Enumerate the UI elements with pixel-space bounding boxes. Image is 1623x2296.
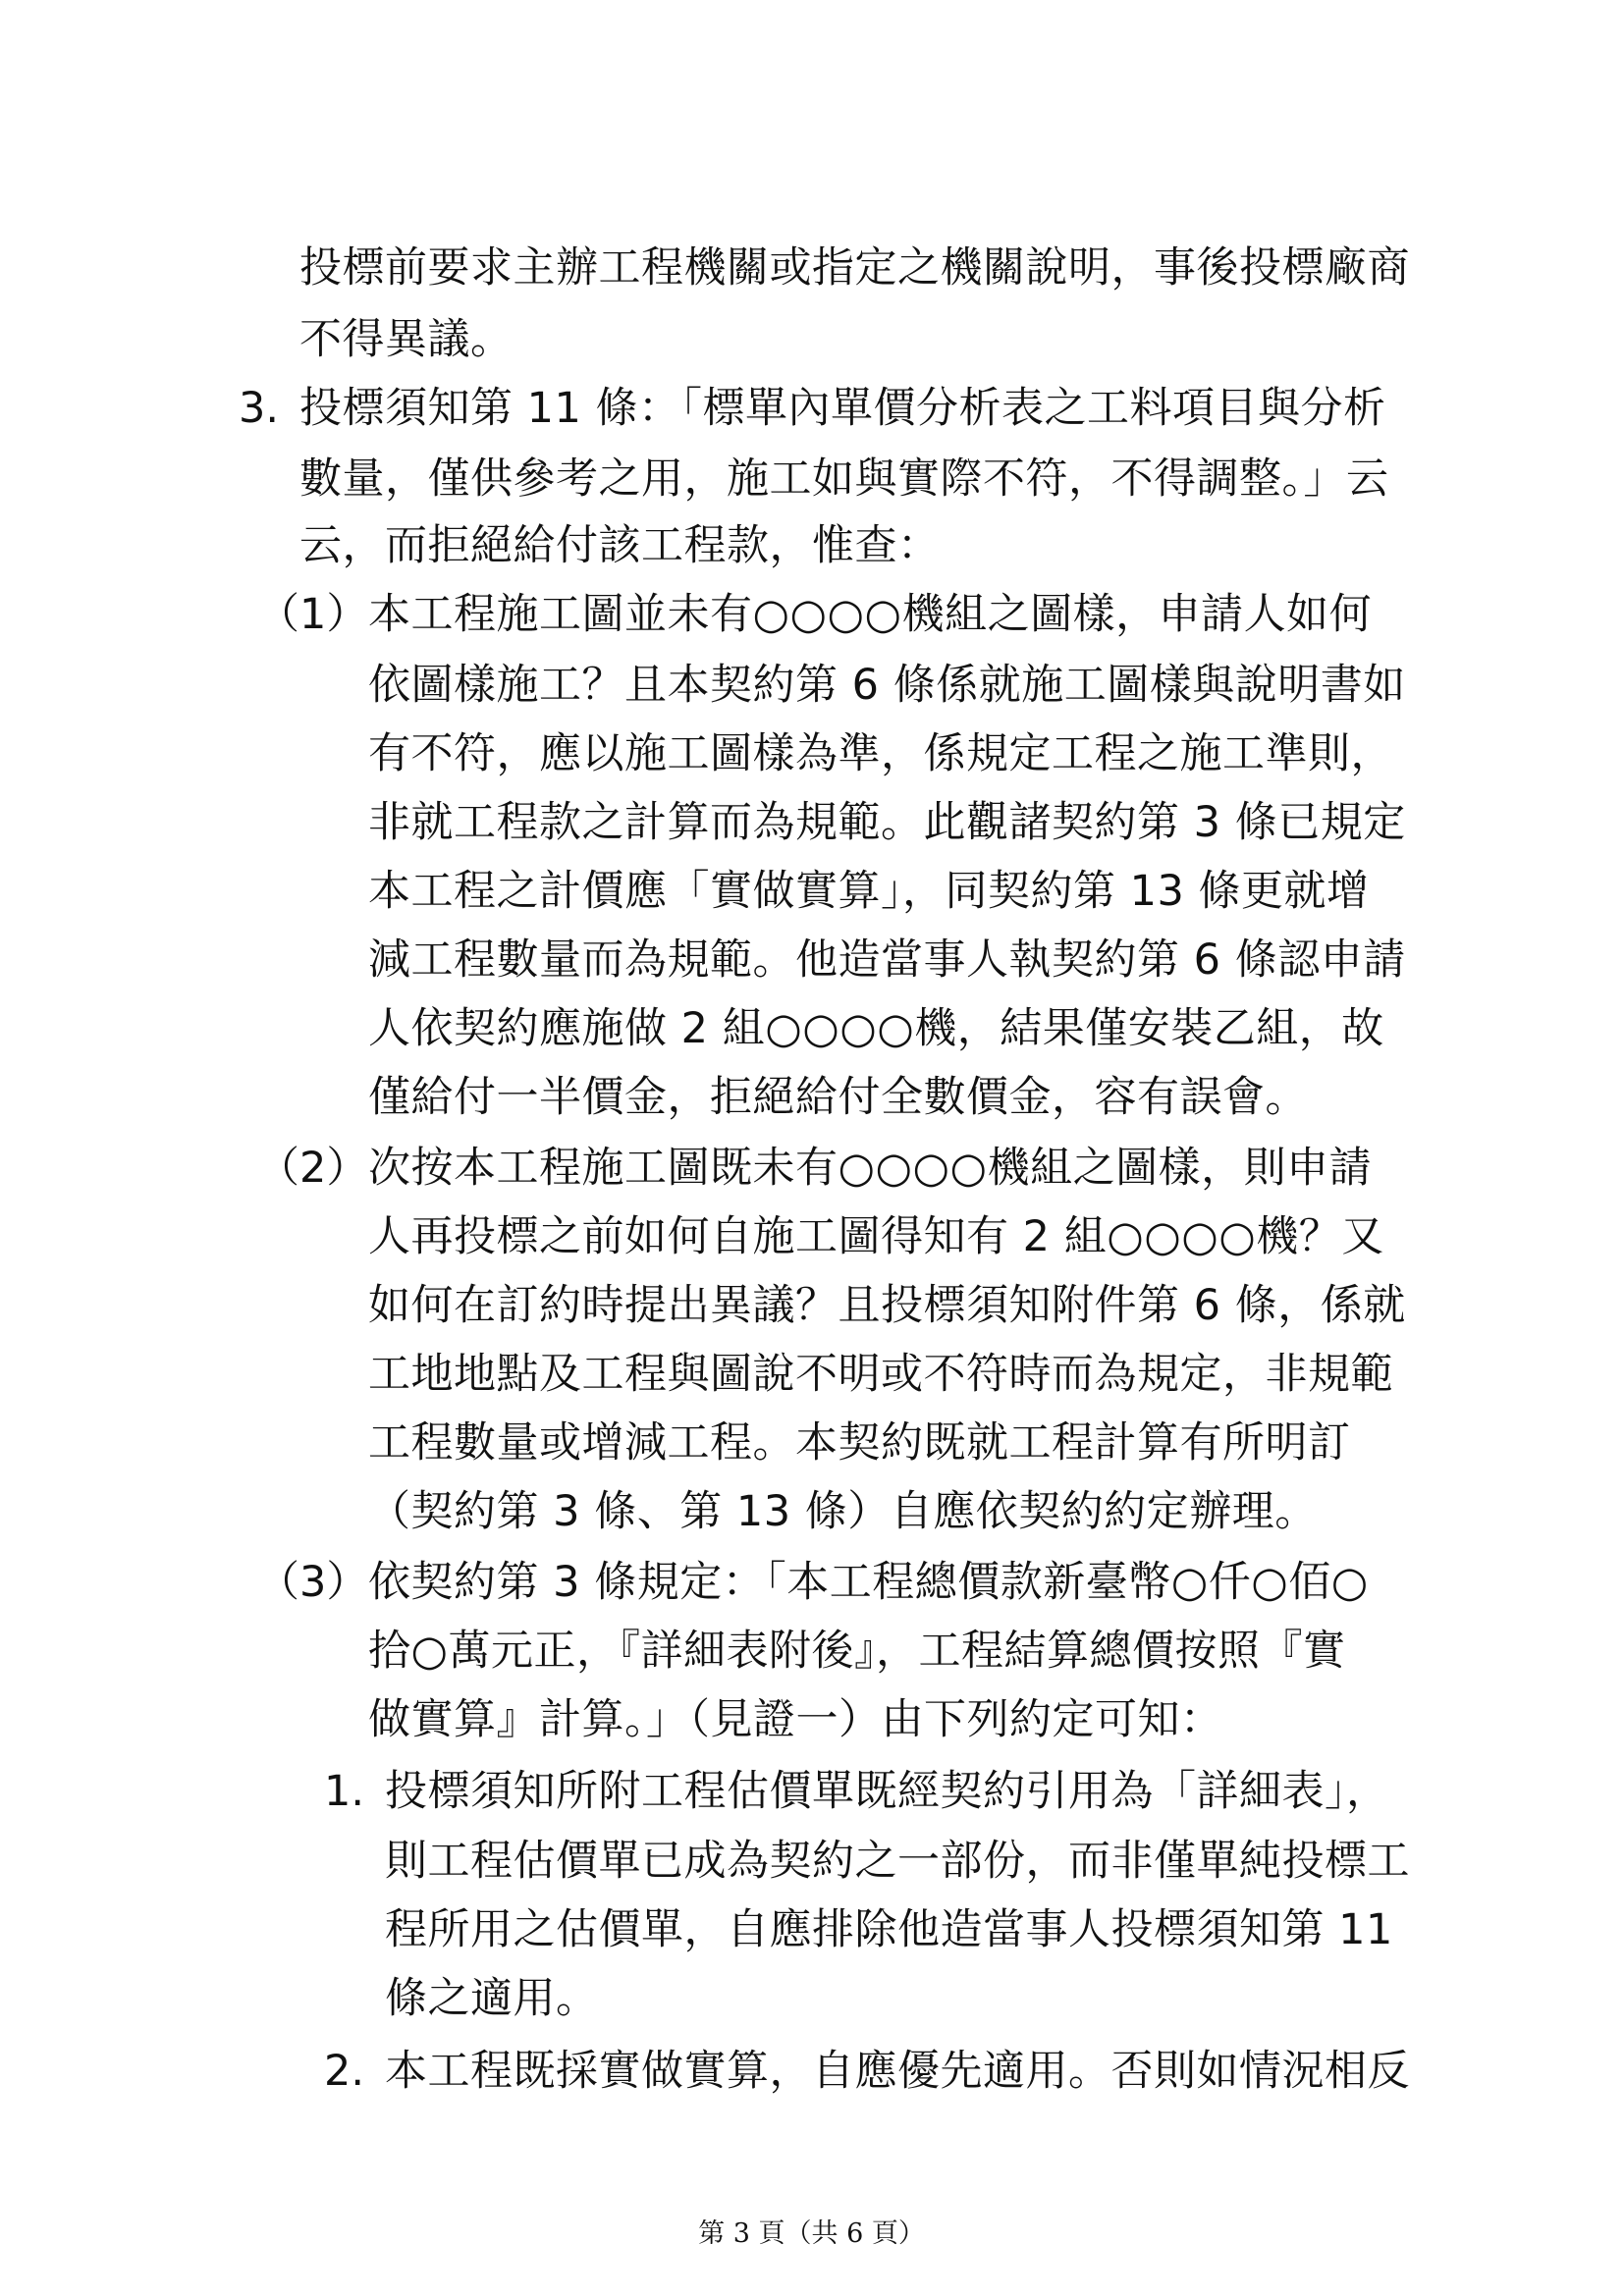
sub-item-3-line-2: 拾○萬元正，『詳細表附後』，工程結算總價按照『實 xyxy=(368,1627,1346,1676)
sub-item-2-line-4: 工地地點及工程與圖說不明或不符時而為規定，非規範 xyxy=(368,1350,1393,1399)
sub-item-2-line-3: 如何在訂約時提出異議？且投標須知附件第 6 條，係就 xyxy=(368,1281,1406,1330)
sub-item-1-line-8: 僅給付一半價金，拒絕給付全數價金，容有誤會。 xyxy=(368,1073,1308,1122)
sub-item-2-line-6: （契約第 3 條、第 13 條）自應依契約約定辦理。 xyxy=(368,1487,1318,1536)
sub-item-1-line-3: 有不符，應以施工圖樣為準，係規定工程之施工準則， xyxy=(368,729,1393,778)
page-footer: 第 3 頁（共 6 頁） xyxy=(698,2218,925,2249)
sub-item-1-line-4: 非就工程款之計算而為規範。此觀諸契約第 3 條已規定 xyxy=(368,798,1406,847)
sub-item-1-line-6: 減工程數量而為規範。他造當事人執契約第 6 條認申請 xyxy=(368,935,1406,985)
point-1-line-3: 程所用之估價單，自應排除他造當事人投標須知第 11 xyxy=(385,1905,1393,1954)
sub-item-1-line-2: 依圖樣施工？且本契約第 6 條係就施工圖樣與說明書如 xyxy=(368,661,1406,710)
sub-item-1-marker: （1） xyxy=(257,590,369,639)
point-2-marker: 2. xyxy=(324,2047,365,2096)
sub-item-3-line-1: 依契約第 3 條規定：「本工程總價款新臺幣○仟○佰○ xyxy=(368,1558,1369,1607)
item-3-marker: 3. xyxy=(239,384,280,433)
point-1-marker: 1. xyxy=(324,1767,365,1816)
sub-item-2-line-1: 次按本工程施工圖既未有○○○○機組之圖樣，則申請 xyxy=(368,1144,1373,1193)
intro-line-1: 投標前要求主辦工程機關或指定之機關說明，事後投標廠商 xyxy=(299,243,1410,293)
sub-item-2-marker: （2） xyxy=(257,1144,369,1193)
point-1-line-4: 條之適用。 xyxy=(385,1974,599,2023)
point-1-line-2: 則工程估價單已成為契約之一部份，而非僅單純投標工 xyxy=(385,1837,1410,1886)
item-3-line-3: 云，而拒絕給付該工程款，惟查： xyxy=(299,521,941,570)
sub-item-1-line-1: 本工程施工圖並未有○○○○機組之圖樣，申請人如何 xyxy=(368,590,1373,639)
point-1-line-1: 投標須知所附工程估價單既經契約引用為「詳細表」， xyxy=(385,1767,1389,1816)
sub-item-1-line-5: 本工程之計價應「實做實算」，同契約第 13 條更就增 xyxy=(368,867,1370,916)
intro-line-2: 不得異議。 xyxy=(299,315,514,364)
point-2-line-1: 本工程既採實做實算，自應優先適用。否則如情況相反 xyxy=(385,2047,1410,2096)
sub-item-1-line-7: 人依契約應施做 2 組○○○○機，結果僅安裝乙組，故 xyxy=(368,1004,1384,1053)
item-3-line-1: 投標須知第 11 條：「標單內單價分析表之工料項目與分析 xyxy=(299,384,1386,433)
sub-item-3-marker: （3） xyxy=(257,1558,369,1607)
sub-item-2-line-5: 工程數量或增減工程。本契約既就工程計算有所明訂 xyxy=(368,1418,1351,1468)
item-3-line-2: 數量，僅供參考之用，施工如與實際不符，不得調整。」云 xyxy=(299,454,1389,504)
sub-item-2-line-2: 人再投標之前如何自施工圖得知有 2 組○○○○機？又 xyxy=(368,1212,1384,1261)
sub-item-3-line-3: 做實算』計算。」（見證一）由下列約定可知： xyxy=(368,1695,1223,1744)
